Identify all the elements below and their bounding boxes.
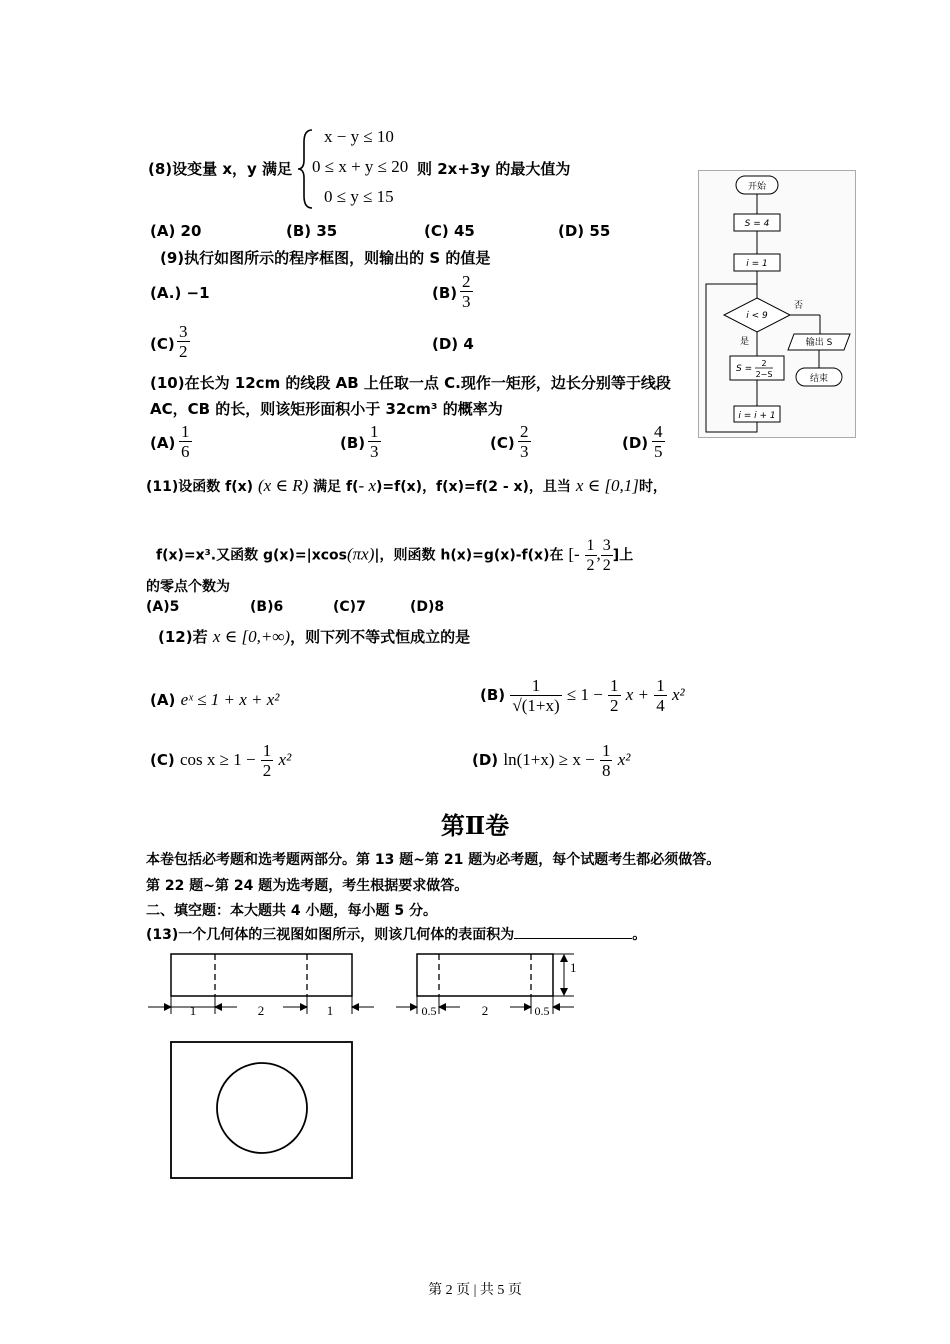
q12-option-c [150, 741, 291, 780]
q9-option-d: (D) 4 [432, 335, 474, 353]
option-expr-3: x² [672, 685, 685, 704]
start-label: 开始 [747, 182, 767, 192]
output-label: 输出 S [805, 338, 833, 348]
top-view [171, 1042, 352, 1178]
numerator: 1 [610, 676, 619, 695]
q10-stem-line1: (10)在长为 12cm 的线段 AB 上任取一点 C.现作一矩形，边长分别等于线段 [150, 374, 671, 392]
denominator: 2 [586, 557, 595, 574]
numerator: 1 [586, 537, 595, 554]
q11-option-c: (C)7 [333, 599, 366, 615]
q9-option-a: (A.) −1 [150, 284, 210, 302]
page-footer: 第 2 页 | 共 5 页 [428, 1283, 522, 1298]
option-frac [600, 741, 613, 780]
q8-constraint-3: 0 ≤ y ≤ 15 [324, 187, 394, 206]
q12-stem [158, 626, 470, 647]
assign-den: 2−S [755, 370, 773, 379]
numerator: 3 [602, 537, 611, 554]
incr-label: i = i + 1 [738, 411, 776, 421]
numerator: 1 [370, 422, 379, 441]
q11-interval-open: [- [568, 544, 580, 564]
side-dim-left: 0.5 [421, 1004, 437, 1018]
q10-option-c: (C) [490, 434, 515, 452]
q8-option-c: (C) 45 [424, 222, 475, 240]
condition-label: i < 9 [746, 311, 768, 321]
option-expr-tail: x² [617, 750, 631, 769]
q12-text-1: (12)若 [158, 628, 208, 646]
q8-constraint-2: 0 ≤ x + y ≤ 20 [312, 157, 409, 176]
assign-num: 2 [761, 359, 767, 368]
denominator: 2 [179, 342, 188, 361]
option-frac-main [510, 676, 561, 715]
q10-option-b: (B) [340, 434, 366, 452]
q8-option-b: (B) 35 [286, 222, 338, 240]
side-dim-mid: 2 [481, 1003, 489, 1018]
q11-text-2: 满足 f( [313, 479, 359, 495]
three-view-diagram [146, 948, 586, 1188]
q11-text-6: |，则函数 h(x)=g(x)-f(x)在 [374, 547, 564, 564]
q13-text: (13)一个几何体的三视图如图所示，则该几何体的表面积为 [146, 927, 515, 943]
q9-option-b-fraction [460, 272, 473, 311]
q11-text-4: 时， [638, 479, 667, 495]
denominator: 3 [520, 442, 529, 461]
q12-text-2: ，则下列不等式恒成立的是 [290, 628, 471, 646]
q11-math-1: (x ∈ R) [257, 476, 309, 495]
q13-answer-blank[interactable] [514, 938, 632, 939]
numerator: 1 [181, 422, 190, 441]
front-dim-left: 1 [189, 1003, 197, 1018]
q11-option-b: (B)6 [250, 599, 284, 615]
denominator: 8 [601, 761, 611, 780]
numerator: 1 [510, 676, 561, 696]
q12-domain: x ∈ [0,+∞) [212, 627, 291, 646]
option-frac-2 [654, 676, 667, 715]
end-label: 结束 [809, 374, 829, 384]
q8-stem: (8)设变量 x，y 满足 [148, 160, 293, 178]
q11-line1 [146, 476, 667, 496]
q11-text-1: (11)设函数 f(x) [146, 479, 254, 495]
q11-math-3: x ∈ [0,1] [575, 476, 639, 495]
i-init-label: i = 1 [746, 259, 768, 269]
option-expr-tail: x² [278, 750, 292, 769]
q9-stem: (9)执行如图所示的程序框图，则输出的 S 的值是 [160, 249, 491, 267]
option-label: (C) [150, 751, 175, 769]
q11-math-4: (πx) [346, 544, 375, 564]
option-expr: cos x ≥ 1 − [179, 750, 256, 769]
q10-option-a: (A) [150, 434, 176, 452]
q13-tail: 。 [632, 927, 647, 943]
program-flowchart [698, 170, 856, 438]
numerator: 1 [262, 741, 272, 760]
option-label: (A) [150, 691, 176, 709]
q9-option-c-fraction [177, 322, 190, 361]
q8-constraint-1: x − y ≤ 10 [324, 127, 394, 146]
q10-option-a-fraction [179, 422, 192, 461]
q11-option-d: (D)8 [410, 599, 445, 615]
section-intro-2: 第 22 题~第 24 题为选考题，考生根据要求做答。 [146, 878, 469, 894]
yes-label: 是 [740, 337, 750, 347]
side-dim-right: 0.5 [534, 1004, 550, 1018]
front-dim-right: 1 [326, 1003, 334, 1018]
q12-option-d [472, 741, 630, 780]
side-view [396, 954, 577, 1018]
numerator: 1 [656, 676, 665, 695]
denominator: 2 [262, 761, 272, 780]
q11-interval-frac-1 [585, 536, 597, 575]
denominator: 5 [654, 442, 663, 461]
denominator: √(1+x) [512, 696, 560, 715]
option-expr: ln(1+x) ≥ x − [503, 750, 595, 769]
section-title: 第Ⅱ卷 [440, 814, 510, 840]
numerator: 2 [462, 272, 471, 291]
denominator: 6 [181, 442, 190, 461]
q11-text-5: f(x)=x³.又函数 g(x)=|xcos [156, 547, 347, 564]
q10-option-b-fraction [368, 422, 381, 461]
numerator: 3 [179, 322, 188, 341]
denominator: 3 [370, 442, 379, 461]
s-init-label: S = 4 [744, 219, 770, 229]
option-label: (B) [480, 686, 506, 704]
denominator: 2 [610, 696, 619, 715]
option-frac-1 [608, 676, 621, 715]
numerator: 1 [601, 741, 611, 760]
q10-option-d: (D) [622, 434, 649, 452]
q11-interval-comma: , [596, 544, 601, 564]
q10-stem-line2: AC，CB 的长，则该矩形面积小于 32cm³ 的概率为 [150, 400, 503, 418]
q12-option-b [480, 676, 685, 715]
section-intro-1: 本卷包括必考题和选考题两部分。第 13 题~第 21 题为必考题，每个试题考生都必须做答。 [146, 852, 721, 868]
assign-lhs: S = [736, 364, 753, 374]
q11-text-3: )=f(x)，f(x)=f(2 - x)，且当 [376, 479, 571, 495]
q11-line3: 的零点个数为 [146, 579, 230, 595]
q10-option-d-fraction [652, 422, 665, 461]
q11-interval-frac-2 [601, 536, 613, 575]
front-view [148, 954, 374, 1018]
option-expr: eˣ ≤ 1 + x + x² [180, 690, 280, 709]
denominator: 2 [602, 557, 611, 574]
q8-option-a: (A) 20 [150, 222, 202, 240]
q9-option-c: (C) [150, 335, 175, 353]
denominator: 4 [656, 696, 665, 715]
q11-option-a: (A)5 [146, 599, 180, 615]
option-frac [261, 741, 274, 780]
q8-stem-b: 则 2x+3y 的最大值为 [417, 160, 571, 178]
numerator: 4 [654, 422, 663, 441]
front-dim-mid: 2 [257, 1003, 265, 1018]
q11-math-2: - x [358, 476, 377, 495]
q9-option-b: (B) [432, 284, 458, 302]
q11-interval-close: ]上 [612, 547, 634, 564]
denominator: 3 [462, 292, 471, 311]
q8-option-d: (D) 55 [558, 222, 611, 240]
no-label: 否 [794, 301, 804, 311]
option-expr-1: ≤ 1 − [566, 685, 603, 704]
q13-stem [146, 924, 646, 944]
option-expr-2: x + [625, 685, 650, 704]
q10-option-c-fraction [518, 422, 531, 461]
side-height-dim: 1 [570, 960, 577, 975]
option-label: (D) [472, 751, 499, 769]
fill-in-heading: 二、填空题：本大题共 4 小题，每小题 5 分。 [146, 903, 437, 919]
q11-line2 [156, 536, 633, 575]
numerator: 2 [520, 422, 529, 441]
q12-option-a [150, 690, 279, 710]
